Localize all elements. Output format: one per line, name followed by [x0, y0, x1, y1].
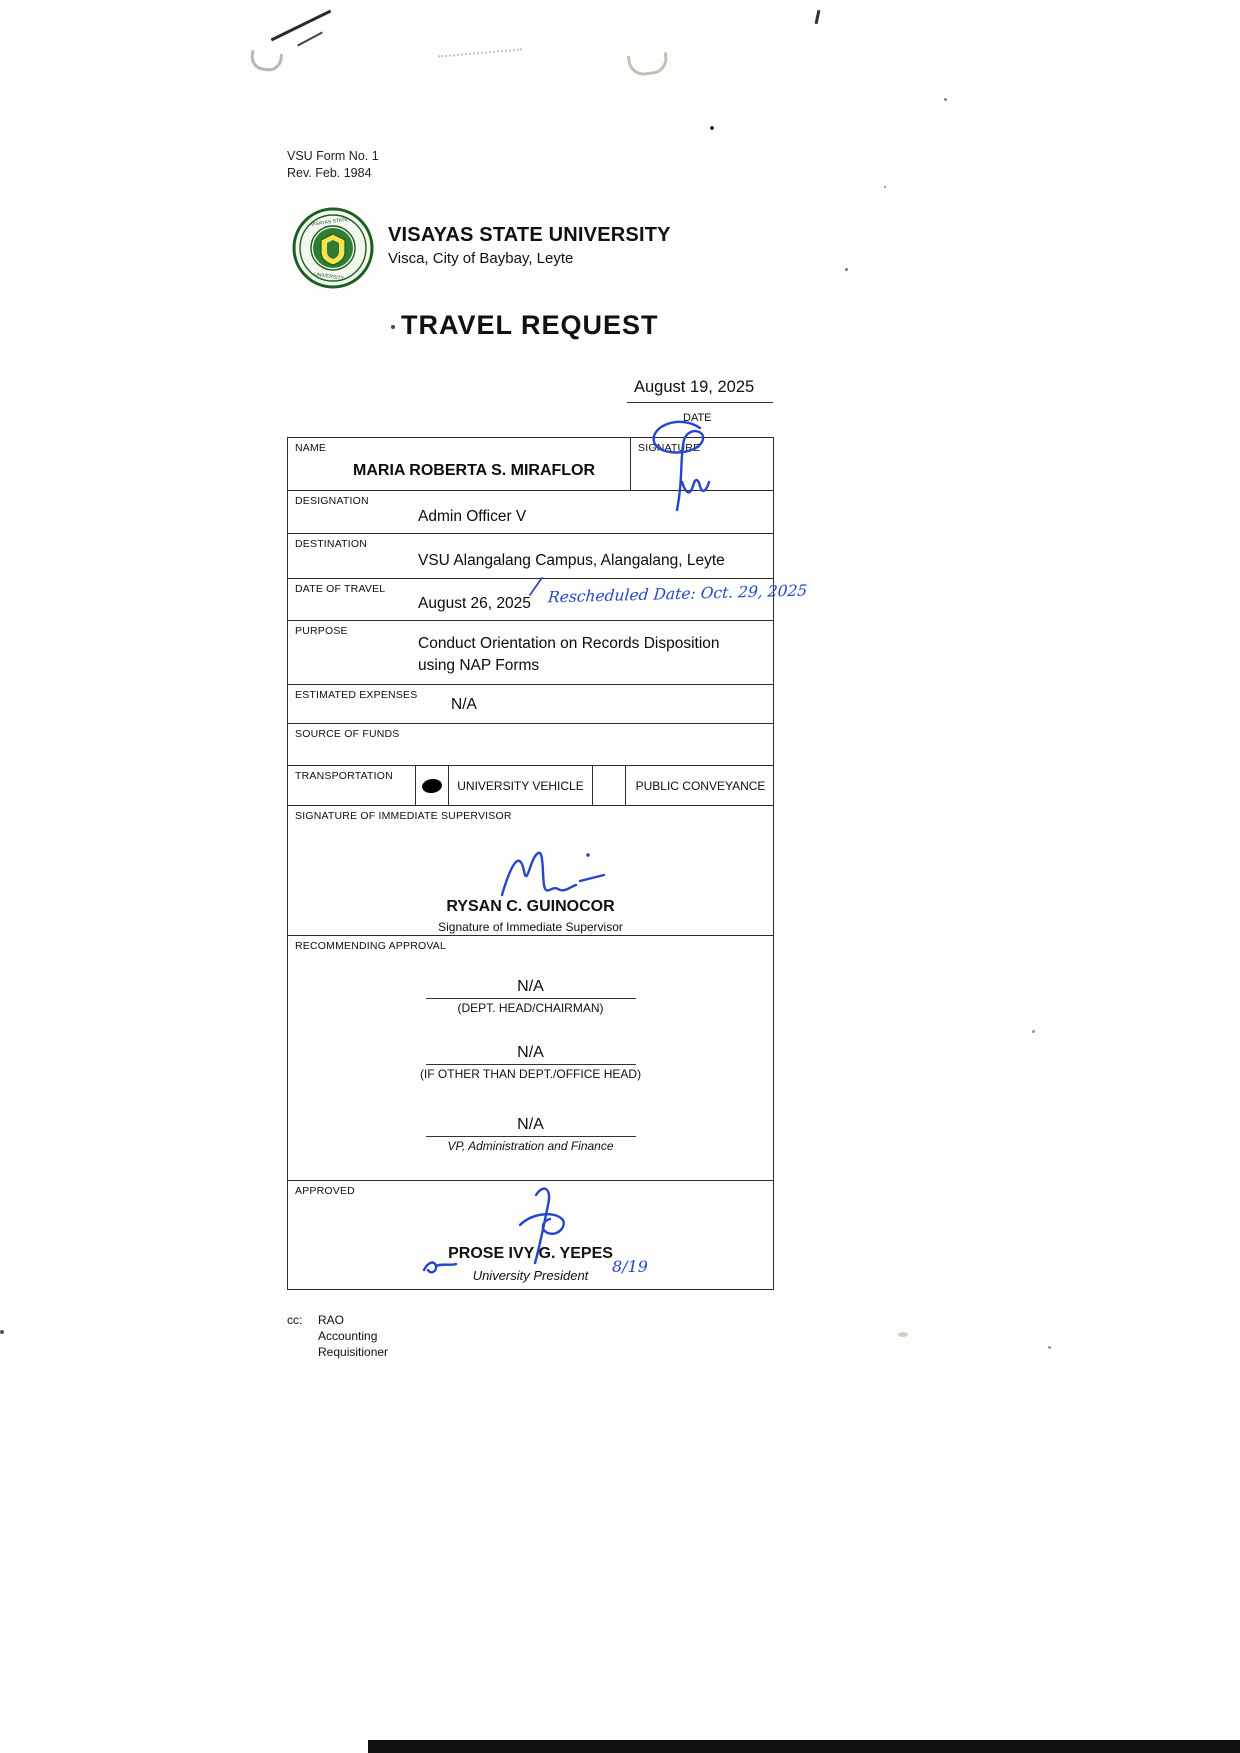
estimated-expenses-value: N/A: [451, 696, 477, 713]
designation-label: DESIGNATION: [295, 495, 369, 507]
scan-artifact: [0, 1330, 4, 1334]
dept-head-value: N/A: [426, 978, 636, 999]
scan-artifact: [249, 50, 283, 73]
scan-artifact: [1032, 1030, 1035, 1033]
scan-artifact: [898, 1332, 908, 1337]
supervisor-signature-ink: [492, 843, 622, 915]
supervisor-section-label: SIGNATURE OF IMMEDIATE SUPERVISOR: [295, 810, 512, 822]
form-number-block: [287, 148, 379, 182]
row-source-of-funds: [288, 724, 773, 766]
public-conveyance-checkbox: [593, 766, 626, 805]
request-date-label: DATE: [683, 412, 712, 424]
approval-entry-vp-admin: [288, 1116, 773, 1153]
request-date-value: August 19, 2025: [634, 378, 755, 396]
row-purpose: [288, 621, 773, 685]
transportation-label: TRANSPORTATION: [295, 770, 393, 782]
scan-artifact: [297, 32, 323, 47]
scan-artifact: [884, 186, 886, 188]
cc-label: cc:: [287, 1313, 303, 1327]
destination-label: DESTINATION: [295, 538, 368, 550]
transportation-label-cell: [288, 766, 416, 805]
source-of-funds-label: SOURCE OF FUNDS: [295, 728, 400, 740]
handwritten-approval-date: 8/19: [612, 1257, 648, 1276]
cc-item-requisitioner: Requisitioner: [318, 1345, 389, 1360]
row-recommending-approval: [288, 936, 773, 1181]
scan-artifact: [944, 98, 947, 101]
cc-item-rao: RAO: [318, 1313, 345, 1327]
university-address: Visca, City of Baybay, Leyte: [388, 250, 574, 267]
destination-value: VSU Alangalang Campus, Alangalang, Leyte: [418, 552, 725, 569]
scan-artifact: [1048, 1346, 1051, 1349]
signature-label: SIGNATURE: [638, 442, 701, 454]
handwritten-reschedule-note: Rescheduled Date: Oct. 29, 2025: [547, 581, 808, 607]
row-destination: [288, 534, 773, 579]
scan-artifact: [391, 325, 395, 329]
cc-block: [287, 1312, 389, 1360]
scan-artifact: [271, 10, 332, 42]
other-head-value: N/A: [426, 1044, 636, 1065]
university-vehicle-checkbox: [416, 766, 449, 805]
scan-artifact: [815, 10, 821, 24]
scan-artifact: [845, 268, 848, 271]
scan-artifact: [627, 52, 669, 77]
filled-radio-mark: [421, 777, 443, 794]
date-of-travel-value: August 26, 2025: [418, 595, 531, 612]
scan-artifact: [710, 126, 714, 130]
row-estimated-expenses: [288, 685, 773, 724]
scan-artifact: [438, 48, 522, 57]
designation-value: Admin Officer V: [418, 508, 527, 525]
president-name: PROSE IVY G. YEPES: [448, 1245, 613, 1262]
university-vehicle-option: UNIVERSITY VEHICLE: [449, 766, 593, 805]
approval-entry-other-head: [288, 1044, 773, 1081]
handwritten-slash: /: [530, 571, 543, 601]
other-head-caption: (IF OTHER THAN DEPT./OFFICE HEAD): [419, 1067, 642, 1081]
request-date-underline: [627, 402, 773, 403]
vp-admin-caption: VP, Administration and Finance: [447, 1139, 614, 1153]
form-revision: Rev. Feb. 1984: [287, 165, 372, 180]
row-transportation: [288, 766, 773, 806]
supervisor-caption: Signature of Immediate Supervisor: [438, 920, 623, 934]
president-initial-ink: [420, 1258, 460, 1280]
document-title: TRAVEL REQUEST: [401, 310, 659, 340]
form-number: VSU Form No. 1: [287, 149, 379, 163]
vp-admin-value: N/A: [426, 1116, 636, 1137]
recommending-approval-label: RECOMMENDING APPROVAL: [295, 940, 447, 952]
purpose-label: PURPOSE: [295, 625, 348, 637]
public-conveyance-option: PUBLIC CONVEYANCE: [635, 778, 766, 793]
requestor-signature-ink: [636, 416, 746, 516]
dept-head-caption: (DEPT. HEAD/CHAIRMAN): [457, 1001, 604, 1015]
supervisor-name: RYSAN C. GUINOCOR: [446, 898, 615, 915]
scan-edge-bar: [368, 1740, 1240, 1753]
cc-item-accounting: Accounting: [318, 1329, 378, 1344]
estimated-expenses-label: ESTIMATED EXPENSES: [295, 689, 418, 701]
university-name: VISAYAS STATE UNIVERSITY: [388, 224, 671, 246]
name-cell: [288, 438, 631, 490]
svg-text:VISAYAS STATE: VISAYAS STATE: [310, 216, 349, 228]
approval-entry-dept-head: [288, 978, 773, 1015]
name-value: MARIA ROBERTA S. MIRAFLOR: [353, 462, 596, 479]
president-caption: University President: [472, 1268, 589, 1283]
purpose-value: Conduct Orientation on Records Disposition using NAP Forms: [418, 635, 720, 675]
name-label: NAME: [295, 442, 327, 454]
date-of-travel-label: DATE OF TRAVEL: [295, 583, 386, 595]
president-signature-ink: [504, 1183, 604, 1268]
svg-text:UNIVERSITY: UNIVERSITY: [313, 271, 345, 282]
approved-label: APPROVED: [295, 1185, 355, 1197]
university-seal-logo: [292, 207, 374, 289]
